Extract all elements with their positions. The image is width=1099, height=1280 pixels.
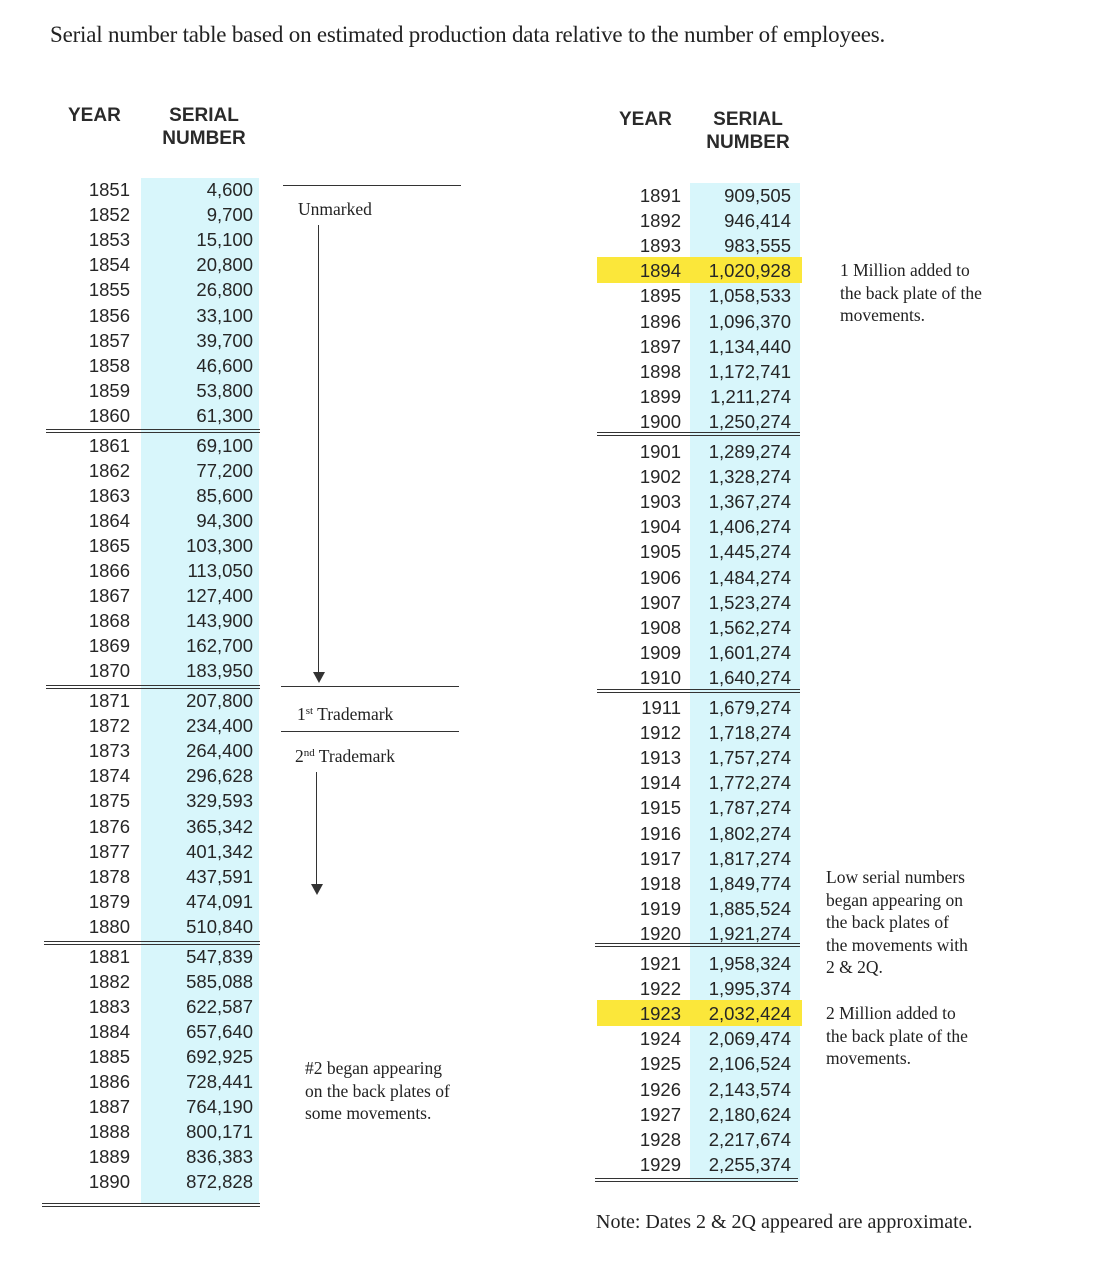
serial-number-cell: 1,406,274 xyxy=(708,516,791,538)
year-cell: 1854 xyxy=(88,254,130,276)
note-line: Low serial numbers xyxy=(826,867,965,887)
serial-number-cell: 207,800 xyxy=(186,690,253,711)
low-serial-note xyxy=(826,866,968,979)
first-trademark-top-rule xyxy=(281,686,459,687)
year-cell: 1923 xyxy=(639,1003,681,1025)
decade-divider xyxy=(46,685,260,689)
serial-number-cell: 946,414 xyxy=(724,210,791,232)
first-trademark-sup: st xyxy=(305,705,314,717)
year-cell: 1878 xyxy=(88,865,130,887)
serial-number-cell: 547,839 xyxy=(186,945,253,967)
serial-number-cell: 1,679,274 xyxy=(708,697,791,718)
right-serial-header-line2: NUMBER xyxy=(706,132,790,153)
right-serial-header-line1: SERIAL xyxy=(713,109,783,130)
serial-number-cell: 1,885,524 xyxy=(708,897,791,919)
serial-number-cell: 657,640 xyxy=(186,1020,253,1042)
serial-number-cell: 296,628 xyxy=(186,765,253,787)
serial-number-cell: 77,200 xyxy=(196,459,253,481)
serial-number-cell: 94,300 xyxy=(196,509,253,531)
year-cell: 1880 xyxy=(88,915,130,937)
left-year-header: YEAR xyxy=(68,105,121,126)
year-cell: 1921 xyxy=(639,953,681,974)
year-cell: 1918 xyxy=(639,872,681,894)
note-line: movements. xyxy=(826,1048,912,1068)
serial-number-cell: 622,587 xyxy=(186,995,253,1017)
year-cell: 1915 xyxy=(639,797,681,819)
serial-number-cell: 2,180,624 xyxy=(708,1103,791,1125)
serial-number-cell: 909,505 xyxy=(724,185,791,206)
year-cell: 1909 xyxy=(639,641,681,663)
year-cell: 1861 xyxy=(88,434,130,456)
year-cell: 1906 xyxy=(639,566,681,588)
left-serial-header-line2: NUMBER xyxy=(162,128,246,149)
second-trademark-text: Trademark xyxy=(314,746,395,766)
million1-note xyxy=(840,259,982,327)
year-cell: 1875 xyxy=(88,790,130,812)
note-line: 1 Million added to xyxy=(840,260,970,280)
serial-number-cell: 1,640,274 xyxy=(708,666,791,688)
second-trademark-label xyxy=(295,742,395,768)
serial-number-cell: 264,400 xyxy=(186,740,253,762)
year-cell: 1867 xyxy=(88,585,130,607)
serial-number-cell: 69,100 xyxy=(196,434,253,456)
year-cell: 1865 xyxy=(88,534,130,556)
year-cell: 1907 xyxy=(639,591,681,613)
year-cell: 1863 xyxy=(88,484,130,506)
year-cell: 1913 xyxy=(639,747,681,769)
year-cell: 1895 xyxy=(639,285,681,307)
year-cell: 1908 xyxy=(639,616,681,638)
decade-divider xyxy=(597,432,800,436)
year-cell: 1870 xyxy=(88,660,130,682)
serial-number-cell: 1,718,274 xyxy=(708,722,791,744)
year-cell: 1904 xyxy=(639,516,681,538)
serial-number-cell: 1,757,274 xyxy=(708,747,791,769)
decade-divider xyxy=(597,689,800,693)
serial-number-cell: 127,400 xyxy=(186,585,253,607)
year-cell: 1852 xyxy=(88,204,130,226)
down-arrow-icon xyxy=(313,672,325,683)
right-serial-header xyxy=(700,108,796,154)
serial-number-cell: 4,600 xyxy=(206,179,253,200)
year-cell: 1920 xyxy=(639,922,681,944)
serial-number-cell: 1,367,274 xyxy=(708,491,791,513)
year-cell: 1927 xyxy=(639,1103,681,1125)
left-serial-header-line1: SERIAL xyxy=(169,105,239,126)
serial-number-cell: 162,700 xyxy=(186,635,253,657)
serial-number-cell: 1,958,324 xyxy=(708,953,791,974)
year-cell: 1898 xyxy=(639,360,681,382)
year-cell: 1857 xyxy=(88,329,130,351)
year-cell: 1883 xyxy=(88,995,130,1017)
year-cell: 1888 xyxy=(88,1121,130,1143)
year-cell: 1859 xyxy=(88,379,130,401)
year-cell: 1919 xyxy=(639,897,681,919)
serial-number-cell: 1,172,741 xyxy=(708,360,791,382)
year-cell: 1902 xyxy=(639,466,681,488)
year-cell: 1892 xyxy=(639,210,681,232)
serial-number-cell: 2,217,674 xyxy=(708,1128,791,1150)
first-trademark-num: 1 xyxy=(297,704,306,724)
unmarked-top-rule xyxy=(283,185,461,186)
year-cell: 1877 xyxy=(88,840,130,862)
serial-number-cell: 1,020,928 xyxy=(708,260,791,282)
year-cell: 1894 xyxy=(639,260,681,282)
serial-number-cell: 1,921,274 xyxy=(708,922,791,944)
serial-number-cell: 1,995,374 xyxy=(708,978,791,1000)
serial-number-cell: 1,802,274 xyxy=(708,822,791,844)
serial-number-cell: 143,900 xyxy=(186,610,253,632)
second-trademark-num: 2 xyxy=(295,746,304,766)
serial-number-cell: 46,600 xyxy=(196,354,253,376)
note-line: on the back plates of xyxy=(305,1080,450,1101)
serial-number-cell: 2,143,574 xyxy=(708,1078,791,1100)
serial-number-cell: 183,950 xyxy=(186,660,253,682)
serial-number-cell: 1,787,274 xyxy=(708,797,791,819)
serial-number-cell: 1,134,440 xyxy=(708,335,791,357)
serial-number-cell: 836,383 xyxy=(186,1146,253,1168)
decade-divider xyxy=(44,941,260,945)
serial-number-cell: 1,096,370 xyxy=(708,310,791,332)
note-line: began appearing on xyxy=(826,889,964,910)
left-serial-header xyxy=(156,104,252,150)
year-cell: 1860 xyxy=(88,404,130,426)
year-cell: 1869 xyxy=(88,635,130,657)
page-title: Serial number table based on estimated production data relative to the number of employees. xyxy=(50,22,886,47)
year-cell: 1890 xyxy=(88,1171,130,1193)
note-line: 2 & 2Q. xyxy=(826,957,883,977)
serial-number-cell: 1,211,274 xyxy=(710,385,791,407)
serial-number-cell: 2,106,524 xyxy=(708,1053,791,1075)
year-cell: 1851 xyxy=(88,179,130,200)
unmarked-label: Unmarked xyxy=(298,199,372,219)
year-cell: 1905 xyxy=(639,541,681,563)
year-cell: 1896 xyxy=(639,310,681,332)
serial-number-cell: 85,600 xyxy=(196,484,253,506)
serial-number-cell: 39,700 xyxy=(196,329,253,351)
year-cell: 1886 xyxy=(88,1071,130,1092)
year-cell: 1876 xyxy=(88,815,130,837)
year-cell: 1882 xyxy=(88,970,130,992)
year-cell: 1903 xyxy=(639,491,681,513)
serial-number-cell: 2,032,424 xyxy=(708,1003,791,1025)
decade-divider xyxy=(595,1178,798,1182)
year-cell: 1858 xyxy=(88,354,130,376)
year-cell: 1910 xyxy=(639,666,681,688)
serial-number-cell: 1,562,274 xyxy=(708,616,791,638)
serial-number-cell: 9,700 xyxy=(206,204,253,226)
decade-divider xyxy=(42,1203,260,1207)
year-cell: 1885 xyxy=(88,1045,130,1067)
right-year-header: YEAR xyxy=(619,109,672,130)
serial-number-cell: 692,925 xyxy=(186,1045,253,1067)
serial-number-cell: 510,840 xyxy=(186,915,253,937)
year-cell: 1862 xyxy=(88,459,130,481)
year-cell: 1899 xyxy=(639,385,681,407)
year-cell: 1889 xyxy=(88,1146,130,1168)
note-line: the back plates of xyxy=(826,912,949,932)
serial-number-cell: 1,523,274 xyxy=(708,591,791,613)
year-cell: 1922 xyxy=(639,978,681,1000)
serial-number-cell: 329,593 xyxy=(186,790,253,812)
year-cell: 1872 xyxy=(88,715,130,737)
serial-number-cell: 1,328,274 xyxy=(708,466,791,488)
serial-number-cell: 26,800 xyxy=(196,279,253,301)
note-line: 2 Million added to xyxy=(826,1003,956,1023)
year-cell: 1901 xyxy=(639,441,681,462)
serial-number-cell: 1,484,274 xyxy=(708,566,791,588)
year-cell: 1912 xyxy=(639,722,681,744)
serial-number-cell: 1,289,274 xyxy=(708,441,791,462)
million2-note xyxy=(826,1002,968,1070)
serial-number-cell: 103,300 xyxy=(186,534,253,556)
year-cell: 1897 xyxy=(639,335,681,357)
year-cell: 1914 xyxy=(639,772,681,794)
first-trademark-label xyxy=(297,700,393,726)
year-cell: 1926 xyxy=(639,1078,681,1100)
serial-number-cell: 15,100 xyxy=(196,229,253,251)
serial-number-cell: 983,555 xyxy=(724,235,791,257)
footer-note: Note: Dates 2 & 2Q appeared are approximate. xyxy=(596,1211,973,1233)
serial-number-cell: 365,342 xyxy=(186,815,253,837)
note-line: movements. xyxy=(840,305,926,325)
serial-number-cell: 20,800 xyxy=(196,254,253,276)
year-cell: 1925 xyxy=(639,1053,681,1075)
decade-divider xyxy=(595,943,800,947)
year-cell: 1864 xyxy=(88,509,130,531)
serial-number-cell: 2,069,474 xyxy=(708,1028,791,1050)
serial-number-cell: 1,250,274 xyxy=(708,410,791,432)
serial-number-cell: 33,100 xyxy=(196,304,253,326)
serial-number-cell: 800,171 xyxy=(186,1121,253,1143)
serial-number-cell: 401,342 xyxy=(186,840,253,862)
year-cell: 1917 xyxy=(639,847,681,869)
serial-number-cell: 53,800 xyxy=(196,379,253,401)
year-cell: 1916 xyxy=(639,822,681,844)
year-cell: 1879 xyxy=(88,890,130,912)
serial-number-cell: 474,091 xyxy=(186,890,253,912)
serial-number-cell: 764,190 xyxy=(186,1096,253,1118)
serial-number-cell: 728,441 xyxy=(186,1071,253,1092)
year-cell: 1855 xyxy=(88,279,130,301)
serial-number-cell: 1,772,274 xyxy=(708,772,791,794)
year-cell: 1900 xyxy=(639,410,681,432)
year-cell: 1856 xyxy=(88,304,130,326)
unmarked-arrow-shaft xyxy=(318,225,319,673)
second-trademark-top-rule xyxy=(281,731,459,732)
note-line: some movements. xyxy=(305,1103,432,1123)
year-cell: 1893 xyxy=(639,235,681,257)
serial-number-cell: 61,300 xyxy=(196,404,253,426)
year-cell: 1891 xyxy=(639,185,681,206)
year-cell: 1868 xyxy=(88,610,130,632)
year-cell: 1911 xyxy=(641,697,681,718)
year-cell: 1884 xyxy=(88,1020,130,1042)
serial-number-cell: 113,050 xyxy=(187,560,253,581)
year-cell: 1929 xyxy=(639,1153,681,1175)
serial-number-cell: 2,255,374 xyxy=(708,1153,791,1175)
year-cell: 1873 xyxy=(88,740,130,762)
first-trademark-text: Trademark xyxy=(313,704,394,724)
year-cell: 1853 xyxy=(88,229,130,251)
second-trademark-arrow-shaft xyxy=(316,772,317,884)
note-line: the back plate of the xyxy=(840,282,982,303)
serial-number-cell: 1,817,274 xyxy=(708,847,791,869)
number2-note xyxy=(305,1057,450,1125)
year-cell: 1866 xyxy=(88,560,130,581)
serial-number-cell: 1,849,774 xyxy=(708,872,791,894)
serial-number-cell: 872,828 xyxy=(186,1171,253,1193)
year-cell: 1924 xyxy=(639,1028,681,1050)
note-line: the movements with xyxy=(826,934,968,955)
year-cell: 1874 xyxy=(88,765,130,787)
year-cell: 1871 xyxy=(88,690,130,711)
serial-number-cell: 437,591 xyxy=(186,865,253,887)
second-trademark-sup: nd xyxy=(303,747,315,759)
note-line: the back plate of the xyxy=(826,1025,968,1046)
serial-number-cell: 585,088 xyxy=(186,970,253,992)
serial-number-cell: 1,601,274 xyxy=(708,641,791,663)
serial-number-cell: 234,400 xyxy=(186,715,253,737)
serial-number-cell: 1,445,274 xyxy=(708,541,791,563)
year-cell: 1887 xyxy=(88,1096,130,1118)
year-cell: 1881 xyxy=(88,945,130,967)
decade-divider xyxy=(46,429,260,433)
year-cell: 1928 xyxy=(639,1128,681,1150)
down-arrow-icon xyxy=(311,884,323,895)
note-line: #2 began appearing xyxy=(305,1058,443,1078)
serial-number-cell: 1,058,533 xyxy=(708,285,791,307)
